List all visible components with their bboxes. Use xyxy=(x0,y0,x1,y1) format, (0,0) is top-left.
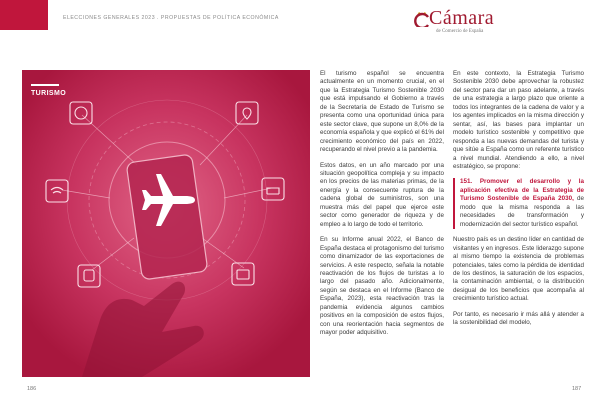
paragraph: Estos datos, en un año marcado por una situación geopolítica compleja y su impacto en los precios de las materias primas, de la energía y la consecuente ruptura de la cadena global de suministros, son una muestra más del papel que ejerce este sector como generador de riqueza y de empleo a lo largo de todo el territorio. xyxy=(320,161,444,228)
proposal-text: de modo que la misma responda a las necesidades de transformación y modernización del sector turístico español. xyxy=(460,195,584,228)
paragraph: El turismo español se encuentra actualmente en un momento crucial, en el que la Estrategia Turismo Sostenible 2030 que está impulsando el Gobierno a través de la Secretaría de Estado de Turismo se presenta como una oportunidad única para este sector clave, que supone un 8,0% de la economía española y que explicó el 61% del crecimiento económico del país en 2022, recuperando el nivel previo a la pandemia. xyxy=(320,70,444,154)
paragraph: En este contexto, la Estrategia Turismo Sostenible 2030 debe aprovechar la robustez del sector para dar un paso adelante, a través de una estrategia a largo plazo que oriente a todos los integrantes de la cadena de valor y a los agentes implicados en la misma dirección y sentar, así, las bases para implantar un modelo turístico sostenible y competitivo que responda a las nuevas demandas del turista y que sitúe a España como un referente turístico a nivel mundial. Atendiendo a ello, a nivel estratégico, se propone: xyxy=(453,70,584,170)
logo-subtitle: de Comercio de España xyxy=(436,29,484,34)
proposal-151 xyxy=(453,178,584,229)
corner-accent-block xyxy=(0,0,48,30)
running-head: ELECCIONES GENERALES 2023 . PROPUESTAS DE POLÍTICA ECONÓMICA xyxy=(63,15,279,21)
paragraph: Nuestro país es un destino líder en cantidad de visitantes y en ingresos. Este liderazgo supone al mismo tiempo la existencia de problemas potenciales, tales como la pérdida de identidad de los destinos, la saturación de los espacios, la contaminación ambiental, o la distribución desigual de los beneficios que acompaña al crecimiento turístico actual. xyxy=(453,236,584,303)
section-rule xyxy=(31,84,59,86)
text-column-right xyxy=(453,70,584,335)
proposal-title: 151. Promover el desarrollo y la aplicación efectiva de la Estrategia de Turismo Sostenible de España 2030, xyxy=(460,178,584,203)
crown-icon xyxy=(414,9,430,27)
text-column-left xyxy=(320,70,444,345)
logo-wordmark: Cámara xyxy=(429,7,495,29)
page-number-left: 186 xyxy=(27,386,37,392)
hero-illustration xyxy=(22,70,310,377)
camara-logo xyxy=(414,7,514,39)
paragraph: En su Informe anual 2022, el Banco de España destaca el protagonismo del turismo como dinamizador de las exportaciones de servicios. A este respecto, señala la notable reactivación de los flujos de turistas a lo largo del pasado año. Adicionalmente, según se destaca en el Informe (Banco de España, 2023), esta reactivación tras la pandemia evidencia algunos cambios positivos en la composición de estos flujos, con una reorientación hacia segmentos de mayor poder adquisitivo. xyxy=(320,236,444,337)
section-label: TURISMO xyxy=(31,90,67,97)
paragraph: Por tanto, es necesario ir más allá y atender a la sostenibilidad del modelo, xyxy=(453,310,584,327)
page-number-right: 187 xyxy=(572,386,582,392)
hero-image xyxy=(22,70,310,377)
